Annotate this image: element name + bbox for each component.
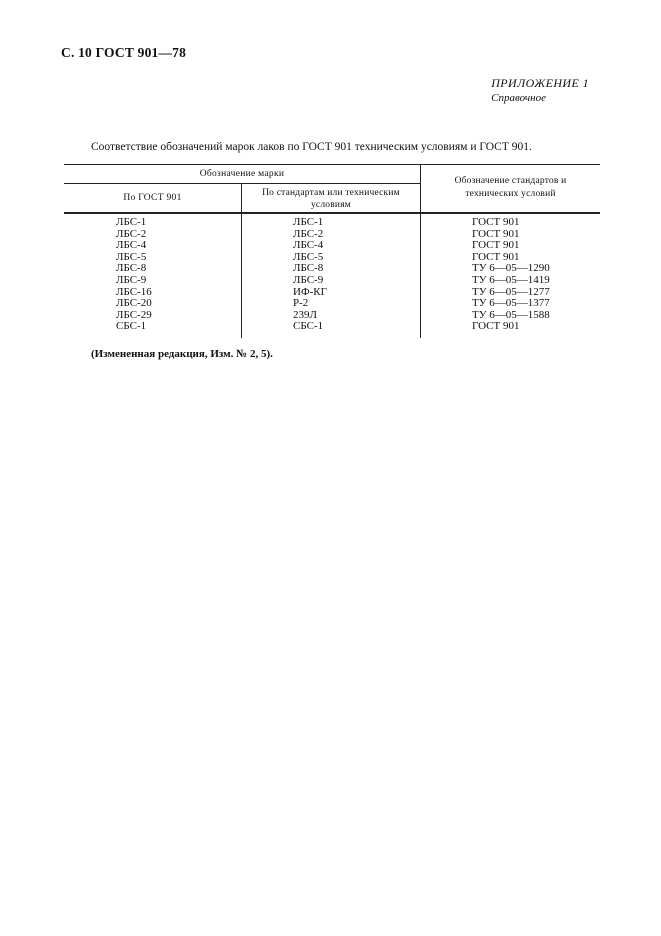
- cell-standard-doc: ТУ 6—05—1588: [472, 308, 550, 321]
- cell-standard-mark: ЛБС-8: [293, 262, 324, 275]
- cell-gost-mark: ЛБС-4: [116, 239, 147, 252]
- appendix-heading: [491, 76, 589, 104]
- header-col-standards-line2: условиям: [310, 200, 351, 210]
- table-caption: Соответствие обозначений марок лаков по ГОСТ 901 техническим условиям и ГОСТ 901.: [91, 141, 532, 153]
- cell-gost-mark: СБС-1: [116, 320, 147, 333]
- cell-standard-mark: Р-2: [293, 297, 309, 310]
- cell-standard-doc: ТУ 6—05—1277: [472, 285, 550, 298]
- cell-standard-mark: СБС-1: [293, 320, 324, 333]
- cell-gost-mark: ЛБС-1: [116, 216, 147, 228]
- header-col-gost: По ГОСТ 901: [123, 193, 182, 203]
- header-col-standards: [242, 184, 420, 212]
- table-row: [64, 298, 600, 310]
- cell-standard-mark: ЛБС-1: [293, 216, 324, 228]
- cell-standard-doc: ТУ 6—05—1419: [472, 273, 550, 286]
- cell-standard-doc: ГОСТ 901: [472, 227, 520, 240]
- cell-standard-mark: ЛБС-4: [293, 239, 324, 252]
- cell-standard-mark: ЛБС-2: [293, 227, 324, 240]
- table-row: [64, 217, 600, 229]
- header-col-designation-line2: технических условий: [465, 189, 556, 199]
- table-row: [64, 275, 600, 287]
- cell-standard-doc: ГОСТ 901: [472, 250, 520, 263]
- cell-standard-doc: ГОСТ 901: [472, 239, 520, 252]
- cell-gost-mark: ЛБС-9: [116, 273, 147, 286]
- cell-gost-mark: ЛБС-5: [116, 250, 147, 263]
- table-body: [64, 214, 600, 333]
- header-col-standards-line1: По стандартам или техническим: [262, 188, 400, 198]
- cell-standard-mark: ЛБС-5: [293, 250, 324, 263]
- cell-standard-doc: ГОСТ 901: [472, 216, 520, 228]
- header-group-mark-designation: Обозначение марки: [64, 165, 420, 184]
- cell-standard-mark: ЛБС-9: [293, 273, 324, 286]
- cell-standard-mark: ИФ-КГ: [293, 285, 327, 298]
- header-divider: [241, 184, 242, 212]
- header-col-designation-line1: Обозначение стандартов и: [454, 176, 567, 186]
- cell-gost-mark: ЛБС-16: [116, 285, 152, 298]
- header-divider: [420, 165, 421, 212]
- cell-gost-mark: ЛБС-2: [116, 227, 147, 240]
- cell-standard-doc: ГОСТ 901: [472, 320, 520, 333]
- appendix-subtitle: Справочное: [491, 92, 546, 104]
- page-header: С. 10 ГОСТ 901—78: [61, 45, 187, 60]
- amendment-note: (Измененная редакция, Изм. № 2, 5).: [91, 348, 273, 360]
- header-col-designation: [421, 165, 600, 212]
- marks-table: [64, 164, 600, 333]
- table-header: [64, 164, 600, 214]
- cell-standard-doc: ТУ 6—05—1377: [472, 297, 550, 310]
- cell-gost-mark: ЛБС-8: [116, 262, 147, 275]
- cell-gost-mark: ЛБС-29: [116, 308, 152, 321]
- appendix-title: ПРИЛОЖЕНИЕ 1: [491, 76, 589, 90]
- cell-standard-doc: ТУ 6—05—1290: [472, 262, 550, 275]
- table-row: [64, 321, 600, 333]
- cell-gost-mark: ЛБС-20: [116, 297, 152, 310]
- cell-standard-mark: 239Л: [293, 308, 317, 321]
